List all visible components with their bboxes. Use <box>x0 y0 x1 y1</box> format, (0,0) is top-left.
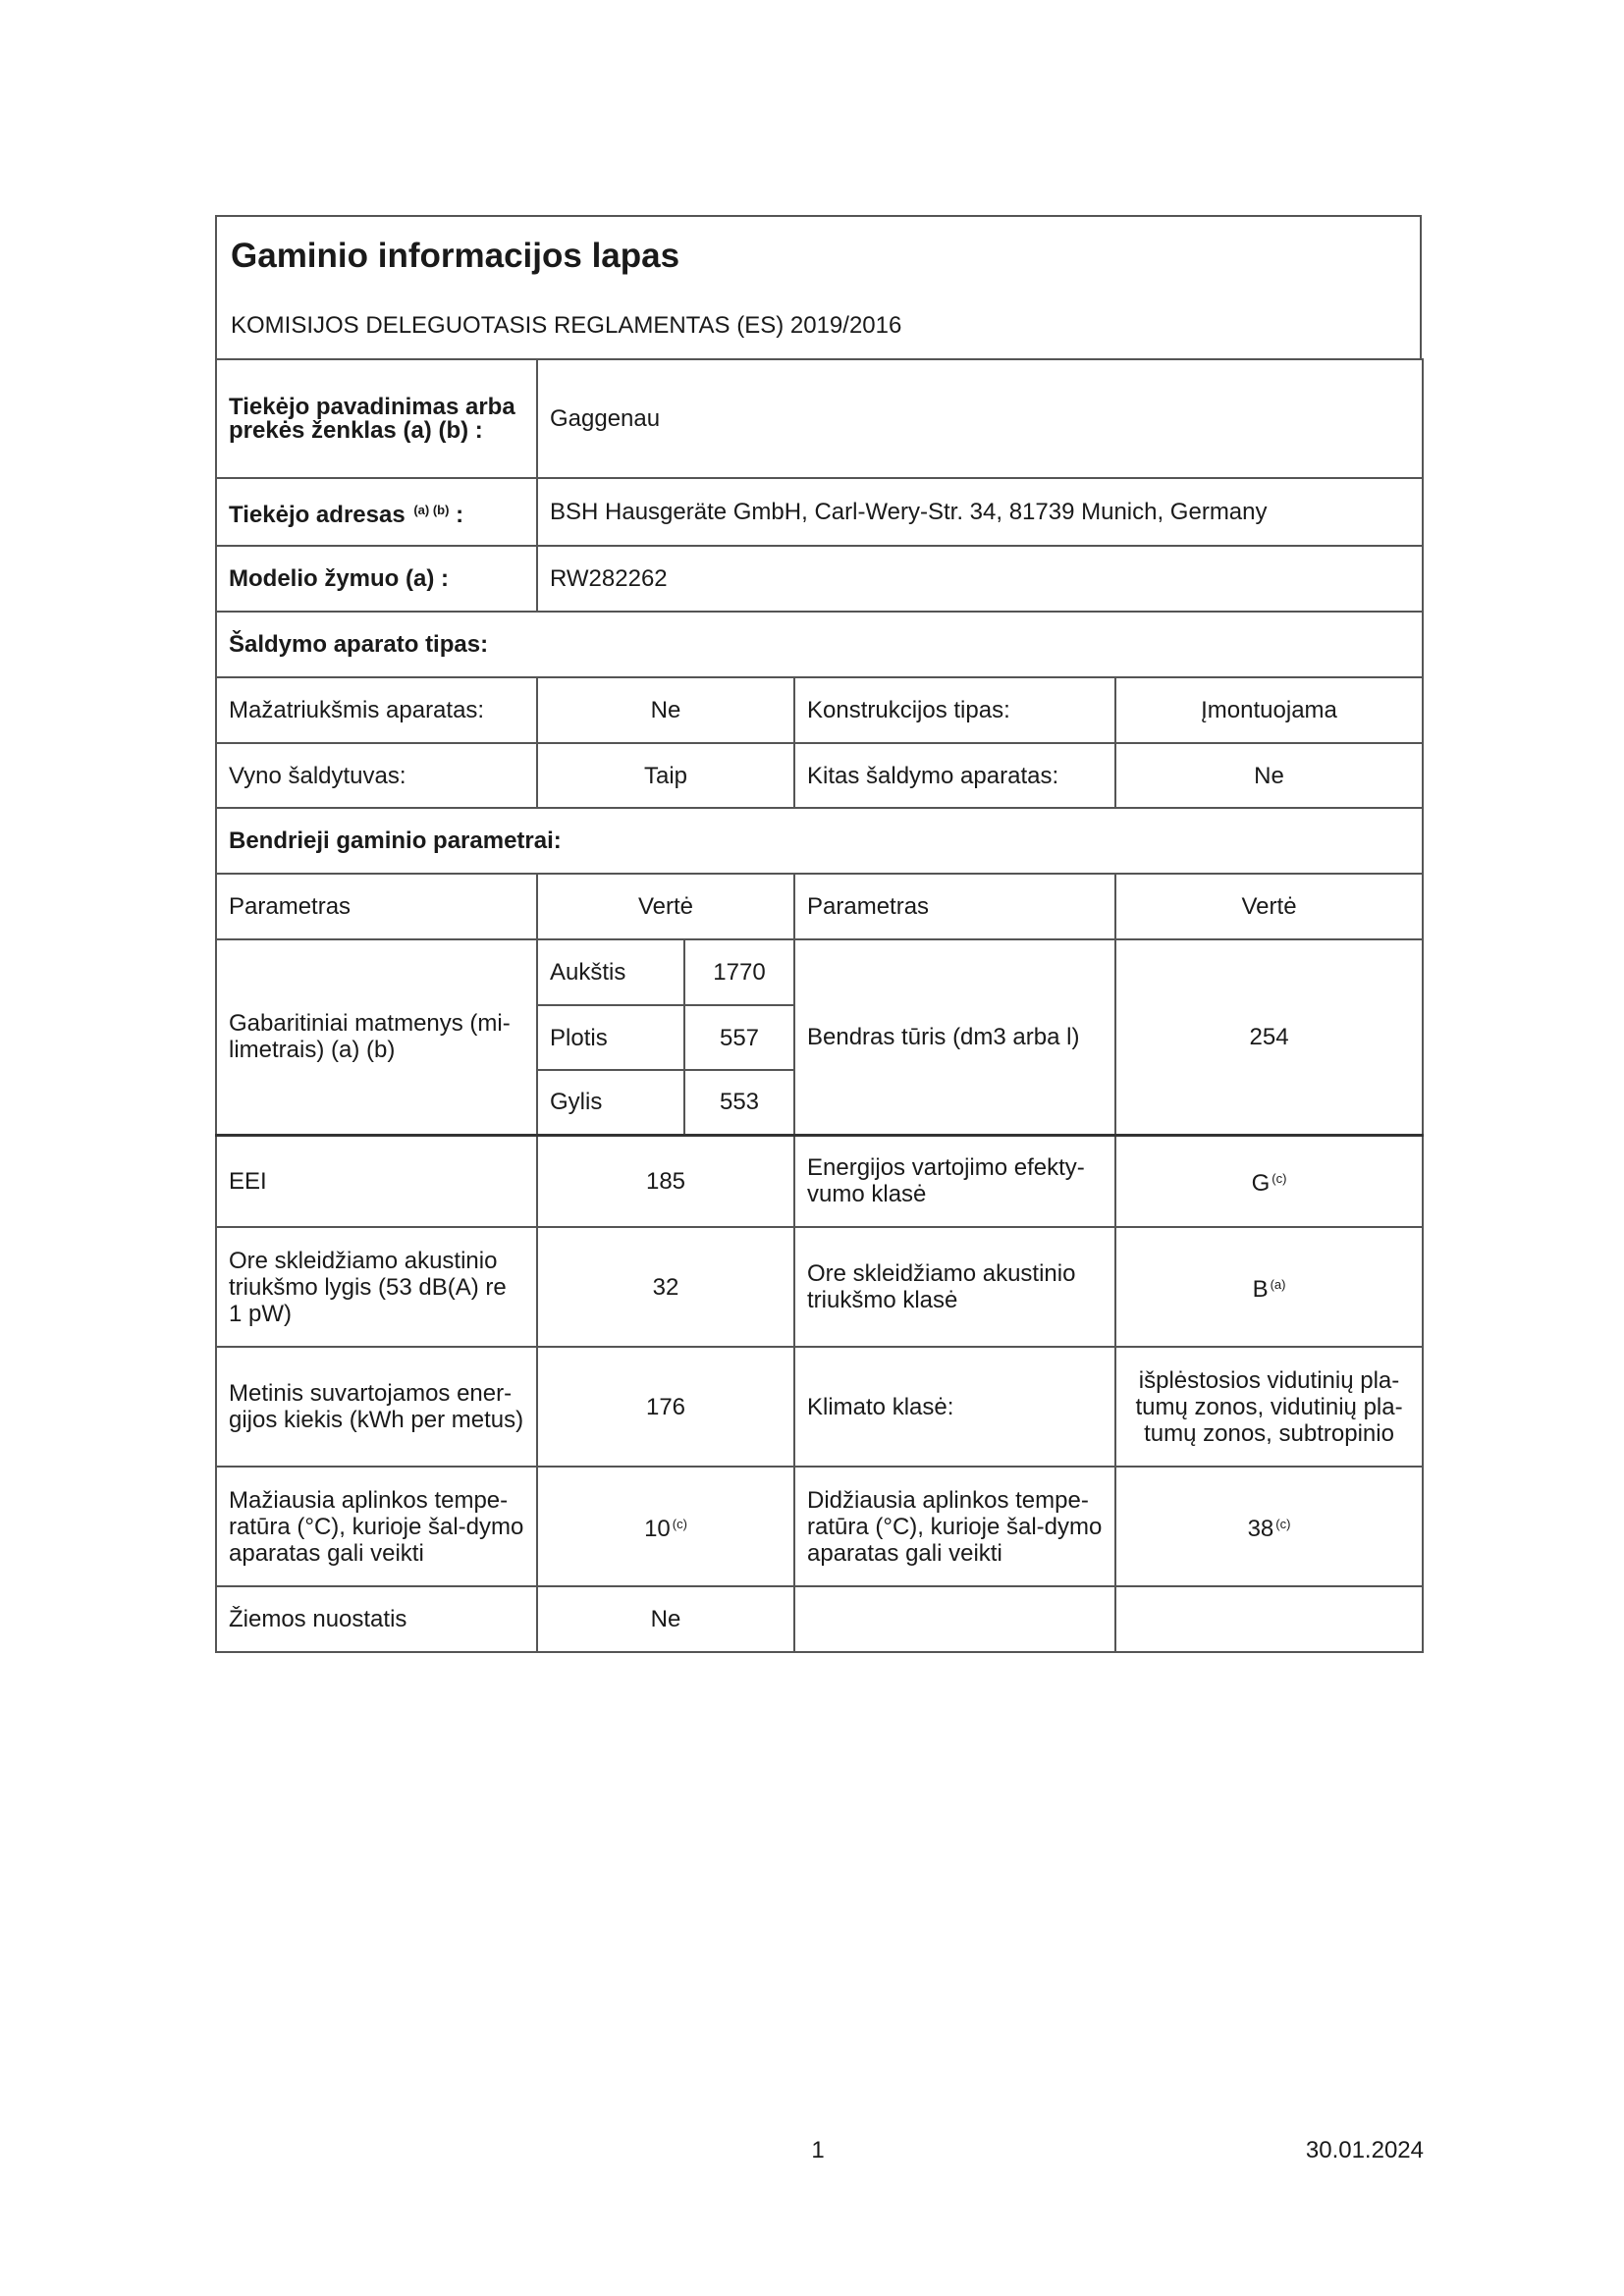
design-type-value: Įmontuojama <box>1115 677 1423 743</box>
spec-table <box>215 358 1424 1653</box>
parameters-column-header-row <box>216 874 1423 939</box>
climate-class-value: išplėstosios vidutinių pla-tumų zonos, vidutinių pla-tumų zonos, subtropinio <box>1115 1347 1423 1467</box>
eei-row <box>216 1135 1423 1227</box>
appliance-type-heading-row <box>216 612 1423 677</box>
supplier-address-note: (a) (b) <box>413 502 450 517</box>
max-temperature-value: 38 <box>1247 1516 1274 1542</box>
noise-class-label: Ore skleidžiamo akustinio triukšmo klasė <box>794 1227 1115 1347</box>
title-box <box>215 215 1422 358</box>
model-row <box>216 546 1423 612</box>
page-title: Gaminio informacijos lapas <box>231 237 680 275</box>
noise-class-note: (a) <box>1270 1277 1286 1292</box>
low-noise-row <box>216 677 1423 743</box>
noise-row <box>216 1227 1423 1347</box>
total-volume-value: 254 <box>1115 939 1423 1135</box>
noise-class-value: B <box>1252 1276 1269 1303</box>
design-type-label: Konstrukcijos tipas: <box>794 677 1115 743</box>
dimension-height-row <box>216 939 1423 1005</box>
energy-class-label: Energijos vartojimo efekty-vumo klasė <box>794 1135 1115 1227</box>
wine-label: Vyno šaldytuvas: <box>216 743 537 808</box>
parameters-heading-row <box>216 808 1423 874</box>
column-header-parameter-left: Parametras <box>216 874 537 939</box>
wine-value: Taip <box>537 743 794 808</box>
document-date: 30.01.2024 <box>1305 2137 1424 2163</box>
supplier-address-label-cell <box>216 478 537 546</box>
supplier-name-label: Tiekėjo pavadinimas arba prekės ženklas (a) (b) : <box>216 359 537 478</box>
supplier-name-value: Gaggenau <box>537 359 1423 478</box>
supplier-address-value: BSH Hausgeräte GmbH, Carl-Wery-Str. 34, 81739 Munich, Germany <box>537 478 1423 546</box>
page-number: 1 <box>811 2137 825 2163</box>
low-noise-label: Mažatriukšmis aparatas: <box>216 677 537 743</box>
empty-cell-right <box>1115 1586 1423 1652</box>
regulation-reference: KOMISIJOS DELEGUOTASIS REGLAMENTAS (ES) 2019/2016 <box>231 312 902 339</box>
column-header-value-left: Vertė <box>537 874 794 939</box>
climate-class-label: Klimato klasė: <box>794 1347 1115 1467</box>
winter-setting-value: Ne <box>537 1586 794 1652</box>
min-temperature-value: 10 <box>644 1516 671 1542</box>
min-temperature-note: (c) <box>672 1517 687 1531</box>
winter-setting-label: Žiemos nuostatis <box>216 1586 537 1652</box>
energy-class-cell <box>1115 1135 1423 1227</box>
max-temperature-note: (c) <box>1275 1517 1291 1531</box>
width-label: Plotis <box>537 1005 684 1070</box>
empty-cell-left <box>794 1586 1115 1652</box>
other-appliance-label: Kitas šaldymo aparatas: <box>794 743 1115 808</box>
min-temperature-label: Mažiausia aplinkos tempe-ratūra (°C), kurioje šal-dymo aparatas gali veikti <box>216 1467 537 1586</box>
annual-energy-label: Metinis suvartojamos ener-gijos kiekis (kWh per metus) <box>216 1347 537 1467</box>
model-label: Modelio žymuo (a) : <box>216 546 537 612</box>
other-appliance-value: Ne <box>1115 743 1423 808</box>
eei-value: 185 <box>537 1135 794 1227</box>
energy-class-value: G <box>1251 1170 1271 1198</box>
max-temperature-label: Didžiausia aplinkos tempe-ratūra (°C), kurioje šal-dymo aparatas gali veikti <box>794 1467 1115 1586</box>
low-noise-value: Ne <box>537 677 794 743</box>
noise-level-label: Ore skleidžiamo akustinio triukšmo lygis (53 dB(A) re 1 pW) <box>216 1227 537 1347</box>
column-header-parameter-right: Parametras <box>794 874 1115 939</box>
model-value: RW282262 <box>537 546 1423 612</box>
column-header-value-right: Vertė <box>1115 874 1423 939</box>
depth-value: 553 <box>684 1070 794 1135</box>
wine-row <box>216 743 1423 808</box>
height-value: 1770 <box>684 939 794 1005</box>
ambient-temperature-row <box>216 1467 1423 1586</box>
product-information-sheet <box>215 215 1422 1653</box>
total-volume-label: Bendras tūris (dm3 arba l) <box>794 939 1115 1135</box>
parameters-heading: Bendrieji gaminio parametrai: <box>216 808 1423 874</box>
supplier-address-label: Tiekėjo adresas <box>229 501 406 528</box>
annual-energy-value: 176 <box>537 1347 794 1467</box>
annual-energy-row <box>216 1347 1423 1467</box>
min-temperature-cell <box>537 1467 794 1586</box>
max-temperature-cell <box>1115 1467 1423 1586</box>
supplier-name-row <box>216 359 1423 478</box>
dimensions-label: Gabaritiniai matmenys (mi-limetrais) (a) (b) <box>216 939 537 1135</box>
noise-class-cell <box>1115 1227 1423 1347</box>
height-label: Aukštis <box>537 939 684 1005</box>
appliance-type-heading: Šaldymo aparato tipas: <box>216 612 1423 677</box>
winter-setting-row <box>216 1586 1423 1652</box>
depth-label: Gylis <box>537 1070 684 1135</box>
supplier-address-row <box>216 478 1423 546</box>
energy-class-note: (c) <box>1272 1171 1287 1187</box>
eei-label: EEI <box>216 1135 537 1227</box>
supplier-address-colon: : <box>456 501 464 528</box>
noise-level-value: 32 <box>537 1227 794 1347</box>
width-value: 557 <box>684 1005 794 1070</box>
